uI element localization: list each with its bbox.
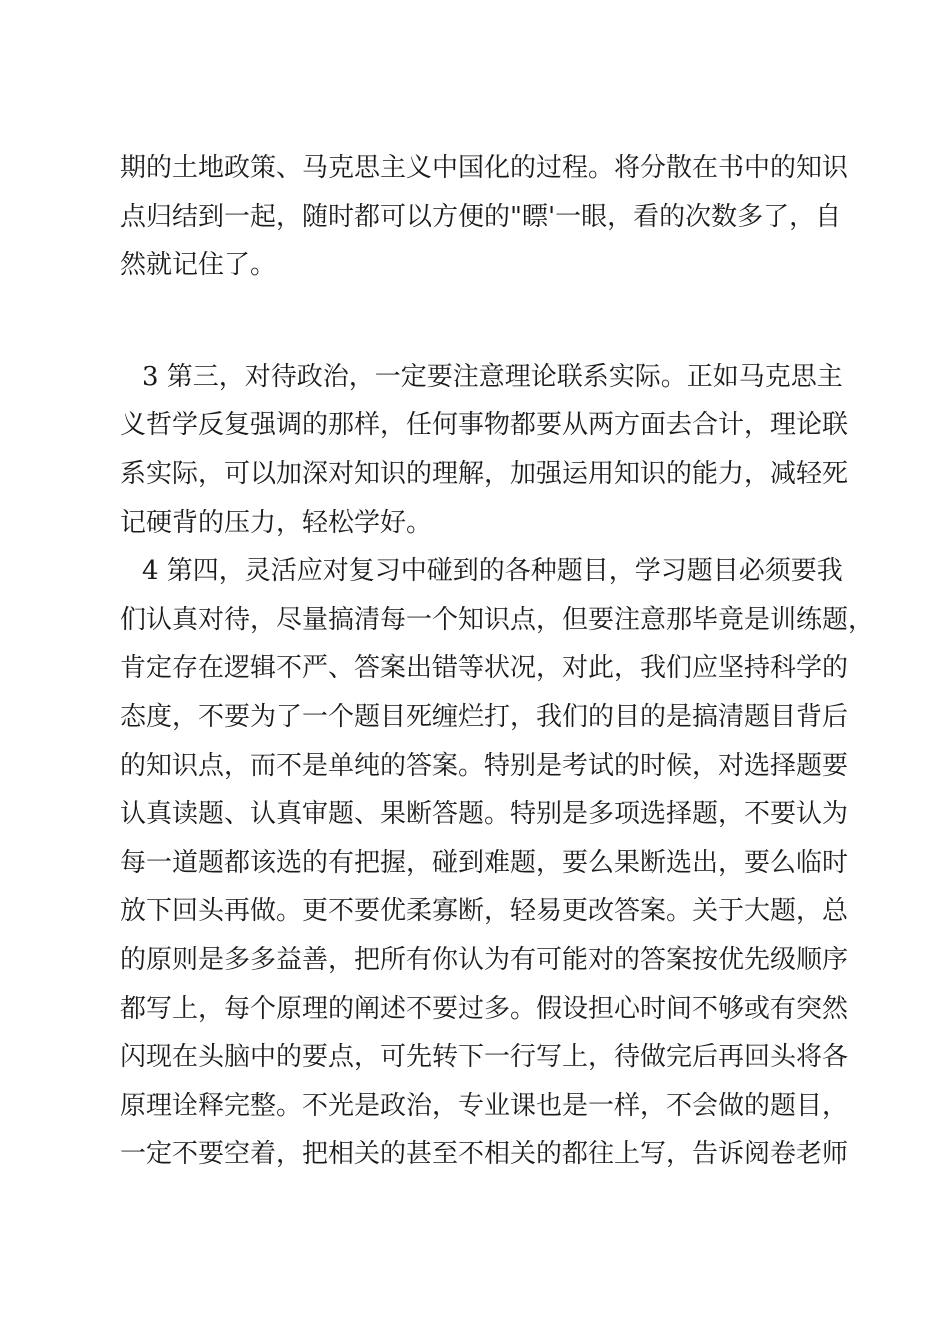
paragraph-1 [120,144,849,290]
text-line: 闪现在头脑中的要点，可先转下一行写上，待做完后再回头将各 [120,1042,849,1073]
text-line: 态度，不要为了一个题目死缠烂打，我们的目的是搞清题目背后 [120,701,849,732]
paragraph-2 [120,353,849,547]
text-line: 记硬背的压力，轻松学好。 [120,507,433,538]
text-line: 的原则是多多益善，把所有你认为有可能对的答案按优先级顺序 [120,944,849,975]
text-line: 认真读题、认真审题、果断答题。特别是多项选择题，不要认为 [120,799,849,830]
text-line: 都写上，每个原理的阐述不要过多。假设担心时间不够或有突然 [120,993,849,1024]
text-line: 放下回头再做。更不要优柔寡断，轻易更改答案。关于大题，总 [120,896,849,927]
text-line: 点归结到一起，随时都可以方便的"瞟'一眼，看的次数多了，自 [120,201,842,232]
text-line: 每一道题都该选的有把握，碰到难题，要么果断选出，要么临时 [120,847,849,878]
document-body [120,144,875,1179]
text-line: 肯定存在逻辑不严、答案出错等状况，对此，我们应坚持科学的 [120,653,849,684]
text-line: 一定不要空着，把相关的甚至不相关的都往上写，告诉阅卷老师 [120,1139,849,1170]
paragraph-spacer [120,290,840,353]
text-line: 义哲学反复强调的那样，任何事物都要从两方面去合计，理论联 [120,410,849,441]
text-line: 4 第四，灵活应对复习中碰到的各种题目，学习题目必须要我 [142,556,843,587]
text-line: 系实际，可以加深对知识的理解，加强运用知识的能力，减轻死 [120,458,849,489]
text-line: 3 第三，对待政治，一定要注意理论联系实际。正如马克思主 [142,361,843,392]
text-line: 期的土地政策、马克思主义中国化的过程。将分散在书中的知识 [120,153,849,183]
text-line: 的知识点，而不是单纯的答案。特别是考试的时候，对选择题要 [120,750,849,781]
text-line: 原理诠释完整。不光是政治，专业课也是一样，不会做的题目， [120,1090,849,1121]
text-line: 们认真对待，尽量搞清每一个知识点，但要注意那毕竟是训练题， [120,604,875,635]
text-line: 然就记住了。 [120,250,277,281]
paragraph-3 [120,547,875,1179]
